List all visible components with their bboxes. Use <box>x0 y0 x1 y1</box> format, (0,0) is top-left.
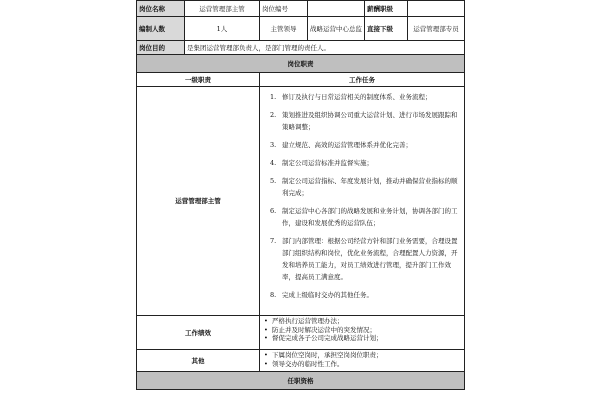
performance-label: 工作绩效 <box>137 316 260 350</box>
job-description-table <box>136 0 465 390</box>
other-row <box>137 350 465 372</box>
duties-header-row <box>137 73 465 87</box>
info-row-3 <box>137 41 465 55</box>
bullet-icon: • <box>264 351 268 359</box>
info-row-2 <box>137 17 465 41</box>
purpose-label: 岗位目的 <box>137 41 185 55</box>
bullet-icon: • <box>264 359 268 368</box>
bullet-item: • 督促完成各子公司完成战略运营计划； <box>264 334 383 342</box>
bullet-item: • 严格执行运营管理办法； <box>264 317 344 325</box>
subordinate-value: 运营管理部专员 <box>408 17 465 41</box>
qualification-section-row <box>137 372 465 390</box>
duties-body-row <box>137 87 465 316</box>
leader-value: 战略运营中心总监 <box>308 17 365 41</box>
position-label: 岗位名称 <box>137 1 185 17</box>
headcount-label: 编制人数 <box>137 17 185 41</box>
primary-duty-header: 一级职责 <box>137 73 260 87</box>
bullet-item: • 下属岗位空岗时，承担空岗岗位职责； <box>264 351 383 359</box>
bullet-icon: • <box>264 317 268 325</box>
task-item: 1. 修订及执行与日常运营相关的制度体系、业务流程； <box>270 93 432 101</box>
performance-list <box>260 316 465 350</box>
purpose-value: 是集团运营管理部负责人，是部门管理的责任人。 <box>185 41 465 55</box>
task-item: 8. 完成上级临时交办的其他任务。 <box>270 291 373 299</box>
duties-section-row <box>137 55 465 73</box>
salary-value <box>408 1 465 17</box>
bullet-item: • 领导交办的临时性工作。 <box>264 359 344 368</box>
duties-section-title: 岗位职责 <box>137 55 465 73</box>
info-row-1 <box>137 1 465 17</box>
qualification-section-title: 任职资格 <box>137 372 465 390</box>
bullet-item: • 防止并及时解决运营中的突发情况； <box>264 325 376 334</box>
duty-role: 运营管理部主管 <box>137 87 260 316</box>
task-item: 3. 建立规范、高效的运营管理体系并优化完善； <box>270 141 412 149</box>
task-item: 6. 制定运营中心各部门的战略发展和业务计划，协调各部门的工作，建设和发展优秀的运营队伍； <box>270 207 458 227</box>
other-label: 其他 <box>137 350 260 372</box>
job-description-sheet <box>136 0 464 400</box>
code-label: 岗位编号 <box>260 1 308 17</box>
salary-label: 薪酬职级 <box>365 1 408 17</box>
leader-label: 主管领导 <box>260 17 308 41</box>
work-tasks-header: 工作任务 <box>260 73 465 87</box>
subordinate-label: 直接下级 <box>365 17 408 41</box>
task-item: 7. 部门内部管理：根据公司经营方针和部门业务需要，合理设置部门组织结构和岗位，优化业务流程，合理配置人力资源，开发和培养员工能力，对员工绩效进行管理，提升部门工作效率，提高员工满意度。 <box>270 237 458 281</box>
task-item: 2. 策划推进及组织协调公司重大运营计划、进行市场发展跟踪和策略调整； <box>270 111 458 131</box>
bullet-icon: • <box>264 334 268 342</box>
task-list <box>260 87 465 316</box>
other-list <box>260 350 465 372</box>
code-value <box>308 1 365 17</box>
task-item: 4. 制定公司运营标准并监督实施； <box>270 159 373 167</box>
headcount-value: 1人 <box>185 17 260 41</box>
task-item: 5. 制定公司运营指标、年度发展计划，推动并确保营业指标的顺利完成； <box>270 177 458 197</box>
bullet-icon: • <box>264 325 268 334</box>
position-value: 运营管理部主管 <box>185 1 260 17</box>
performance-row <box>137 316 465 350</box>
